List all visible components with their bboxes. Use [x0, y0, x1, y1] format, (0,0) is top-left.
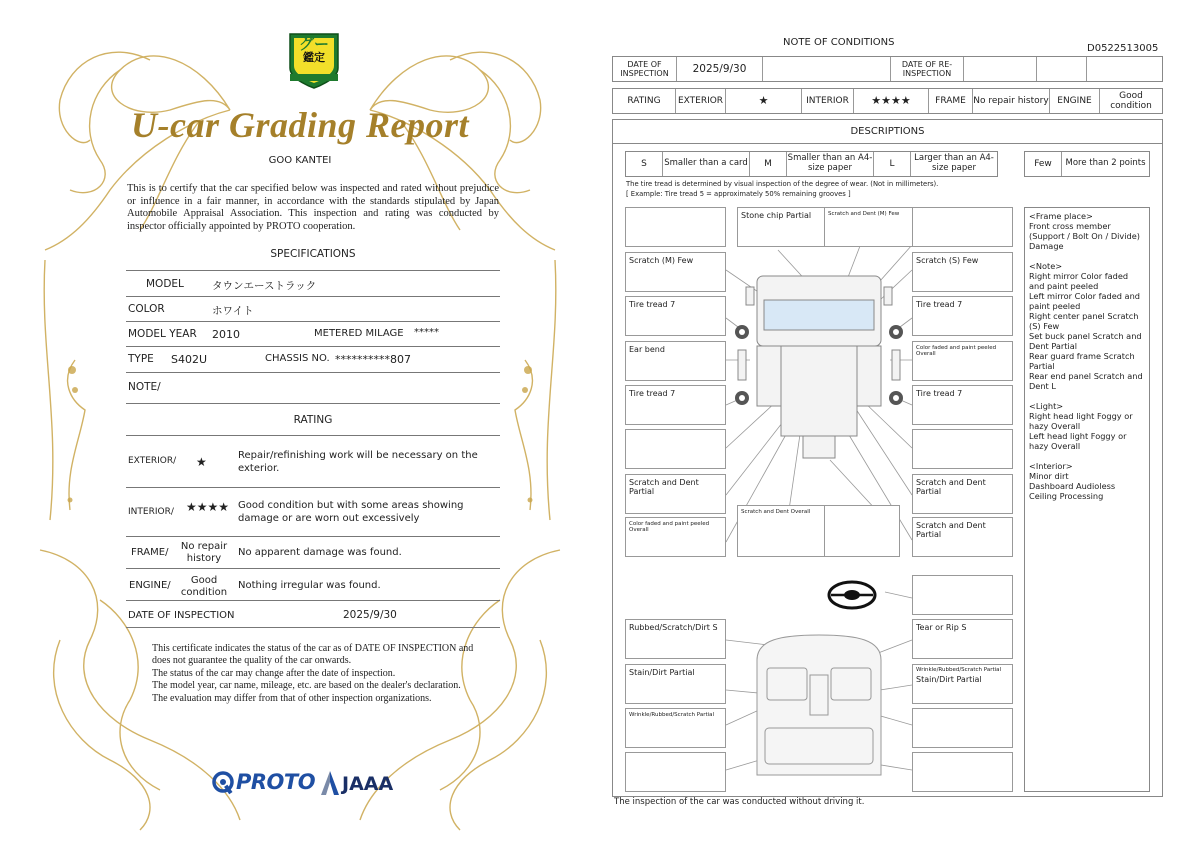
- descriptions-heading: DESCRIPTIONS: [850, 126, 925, 137]
- desc-box-right-2: Tire tread 7: [912, 296, 1013, 336]
- model-value: タウンエーストラック: [212, 280, 317, 292]
- color-label: COLOR: [128, 303, 165, 315]
- metered-milage-label: METERED MILAGE: [314, 328, 404, 339]
- desc-box-right-0: [912, 207, 1013, 247]
- exterior-label: EXTERIOR/: [128, 456, 177, 466]
- exterior-value: ★: [726, 89, 802, 113]
- noc-footer: The inspection of the car was conducted without driving it.: [614, 797, 865, 807]
- desc-box-left-5: [625, 429, 726, 469]
- chassis-label: CHASSIS NO.: [265, 353, 330, 364]
- badge-text-line1: グー: [298, 35, 329, 53]
- divider: [126, 372, 500, 373]
- divider: [126, 600, 500, 601]
- desc-box-interior-right-1: Tear or Rip S: [912, 619, 1013, 659]
- interior-label: INTERIOR: [802, 89, 854, 113]
- jaaa-logo-text: JAAA: [342, 773, 394, 795]
- desc-box-bottom-center-2: [824, 505, 900, 557]
- tire-tread-note: The tire tread is determined by visual inspection of the degree of wear. (Not in millimeters). [ Example: Tire tread 5 = approximately 50% remaining grooves ]: [626, 180, 939, 198]
- legend-l: L: [874, 152, 911, 176]
- desc-box-interior-left-2: Stain/Dirt Partial: [625, 664, 726, 704]
- legend-m: M: [750, 152, 787, 176]
- engine-description: Nothing irregular was found.: [238, 580, 381, 591]
- interior-right-2-line1: Wrinkle/Rubbed/Scratch Partial: [916, 667, 1002, 673]
- divider: [126, 568, 500, 569]
- desc-box-right-1: Scratch (S) Few: [912, 252, 1013, 292]
- model-label: MODEL: [146, 278, 184, 290]
- exterior-label: EXTERIOR: [676, 89, 726, 113]
- divider: [126, 487, 500, 488]
- divider: [126, 536, 500, 537]
- note-label: NOTE/: [128, 381, 161, 393]
- engine-value: Good condition: [1110, 90, 1152, 111]
- desc-box-left-4: Tire tread 7: [625, 385, 726, 425]
- legend-m-desc: Smaller than an A4-size paper: [787, 152, 874, 176]
- desc-box-interior-right-4: [912, 752, 1013, 792]
- engine-value: Good condition: [180, 575, 228, 598]
- chassis-value: **********807: [335, 353, 411, 366]
- legend-few-desc: More than 2 points: [1065, 158, 1146, 169]
- noc-document-id: D0522513005: [1087, 43, 1159, 54]
- divider: [126, 346, 500, 347]
- date-of-inspection-label: DATE OF INSPECTION: [128, 610, 235, 621]
- legend-l-desc: Larger than an A4-size paper: [914, 153, 994, 173]
- certificate-intro: This is to certify that the car specified below was inspected and rated without prejudice or influence in a fair manner, in accordance with the standards stipulated by Japan Automobile Appraisal Association. This inspection and rating was conducted by inspector officially appointed by PROTO cooperation.: [127, 183, 499, 232]
- interior-value: ★★★★: [854, 89, 929, 113]
- notes-text: <Frame place> Front cross member (Support / Bolt On / Divide) Damage <Note> Right mirror Color faded and paint peeled Left mirror Color faded and paint peeled Right center panel Scratch (S) Few Set buck panel Scratch and Dent Partial Rear guard frame Scratch Partial Rear end panel Scratch and Dent L <Light> Right head light Foggy or hazy Overall Left head light Foggy or hazy Overall <Interior> Minor dirt Dashboard Audioless Ceiling Processing: [1029, 211, 1143, 501]
- desc-box-right-6: Scratch and Dent Partial: [912, 474, 1013, 514]
- exterior-description: Repair/refinishing work will be necessary on the exterior.: [238, 450, 478, 474]
- desc-box-interior-left-1: Rubbed/Scratch/Dirt S: [625, 619, 726, 659]
- interior-label: INTERIOR/: [128, 507, 174, 517]
- frame-description: No apparent damage was found.: [238, 547, 402, 558]
- specifications-heading: SPECIFICATIONS: [270, 248, 356, 260]
- desc-box-right-steering: [912, 575, 1013, 615]
- desc-box-right-5: [912, 429, 1013, 469]
- rating-label: RATING: [613, 89, 676, 113]
- date-of-inspection-value: 2025/9/30: [677, 57, 763, 81]
- notes-panel: [1024, 207, 1150, 792]
- jaaa-logo-icon: [320, 770, 340, 796]
- divider: [126, 321, 500, 322]
- desc-box-bottom-center-1: Scratch and Dent Overall: [737, 505, 838, 557]
- date-reinspection-label: DATE OF RE-INSPECTION: [891, 57, 964, 81]
- divider: [126, 627, 500, 628]
- desc-box-right-7: Scratch and Dent Partial: [912, 517, 1013, 557]
- metered-milage-value: *****: [414, 327, 439, 338]
- rating-heading: RATING: [293, 414, 333, 426]
- frame-value: No repair history: [180, 541, 228, 564]
- desc-box-interior-right-2: [912, 664, 1013, 704]
- legend-s-desc: Smaller than a card: [663, 152, 750, 176]
- desc-box-left-6: Scratch and Dent Partial: [625, 474, 726, 514]
- legend-s: S: [626, 152, 663, 176]
- desc-box-interior-left-4: [625, 752, 726, 792]
- date-of-inspection-value: 2025/9/30: [343, 609, 397, 621]
- desc-box-interior-left-3: Wrinkle/Rubbed/Scratch Partial: [625, 708, 726, 748]
- divider: [126, 296, 500, 297]
- divider: [126, 435, 500, 436]
- type-value: S402U: [171, 353, 208, 366]
- proto-logo-icon: [212, 771, 234, 795]
- note-of-conditions: [600, 0, 1200, 848]
- interior-right-2-line2: Stain/Dirt Partial: [916, 675, 982, 685]
- engine-label: ENGINE: [1050, 89, 1100, 113]
- legend-few: Few: [1025, 152, 1062, 176]
- interior-stars: ★★★★: [186, 500, 230, 514]
- model-year-label: MODEL YEAR: [128, 328, 197, 340]
- desc-box-left-7: Color faded and paint peeled Overall: [625, 517, 726, 557]
- divider: [126, 270, 500, 271]
- frame-value: No repair history: [973, 89, 1050, 113]
- desc-box-left-1: Scratch (M) Few: [625, 252, 726, 292]
- certificate-footer: This certificate indicates the status of the car as of DATE OF INSPECTION and does not guarantee the quality of the car onwards. The status of the car may change after the date of inspection. The model year, car name, mileage, etc. are based on the dealer's declaration. The evaluation may differ from that of other inspection organizations.: [152, 643, 474, 704]
- desc-box-right-3: Color faded and paint peeled Overall: [912, 341, 1013, 381]
- color-value: ホワイト: [212, 305, 254, 317]
- desc-box-left-0: [625, 207, 726, 247]
- certificate-title: U-car Grading Report: [130, 105, 469, 145]
- frame-label: FRAME: [929, 89, 973, 113]
- frame-label: FRAME/: [131, 547, 169, 558]
- type-label: TYPE: [128, 353, 154, 365]
- date-of-inspection-label: DATE OF INSPECTION: [613, 57, 677, 81]
- desc-box-interior-right-3: [912, 708, 1013, 748]
- model-year-value: 2010: [212, 328, 240, 341]
- desc-box-left-3: Ear bend: [625, 341, 726, 381]
- divider: [126, 403, 500, 404]
- badge-text-line2: 鑑定: [303, 51, 325, 64]
- certificate-subtitle: GOO KANTEI: [268, 155, 332, 166]
- desc-box-top-center-1: Stone chip Partial: [737, 207, 838, 247]
- desc-box-top-center-2: Scratch and Dent (M) Few: [824, 207, 925, 247]
- engine-label: ENGINE/: [129, 580, 171, 591]
- desc-box-left-2: Tire tread 7: [625, 296, 726, 336]
- noc-title: NOTE OF CONDITIONS: [783, 37, 895, 48]
- steering-wheel-icon: [829, 582, 875, 608]
- exterior-stars: ★: [196, 455, 207, 469]
- desc-box-right-4: Tire tread 7: [912, 385, 1013, 425]
- interior-description: Good condition but with some areas showing damage or are worn out excessively: [238, 500, 464, 524]
- proto-logo-text: PROTO: [236, 770, 316, 794]
